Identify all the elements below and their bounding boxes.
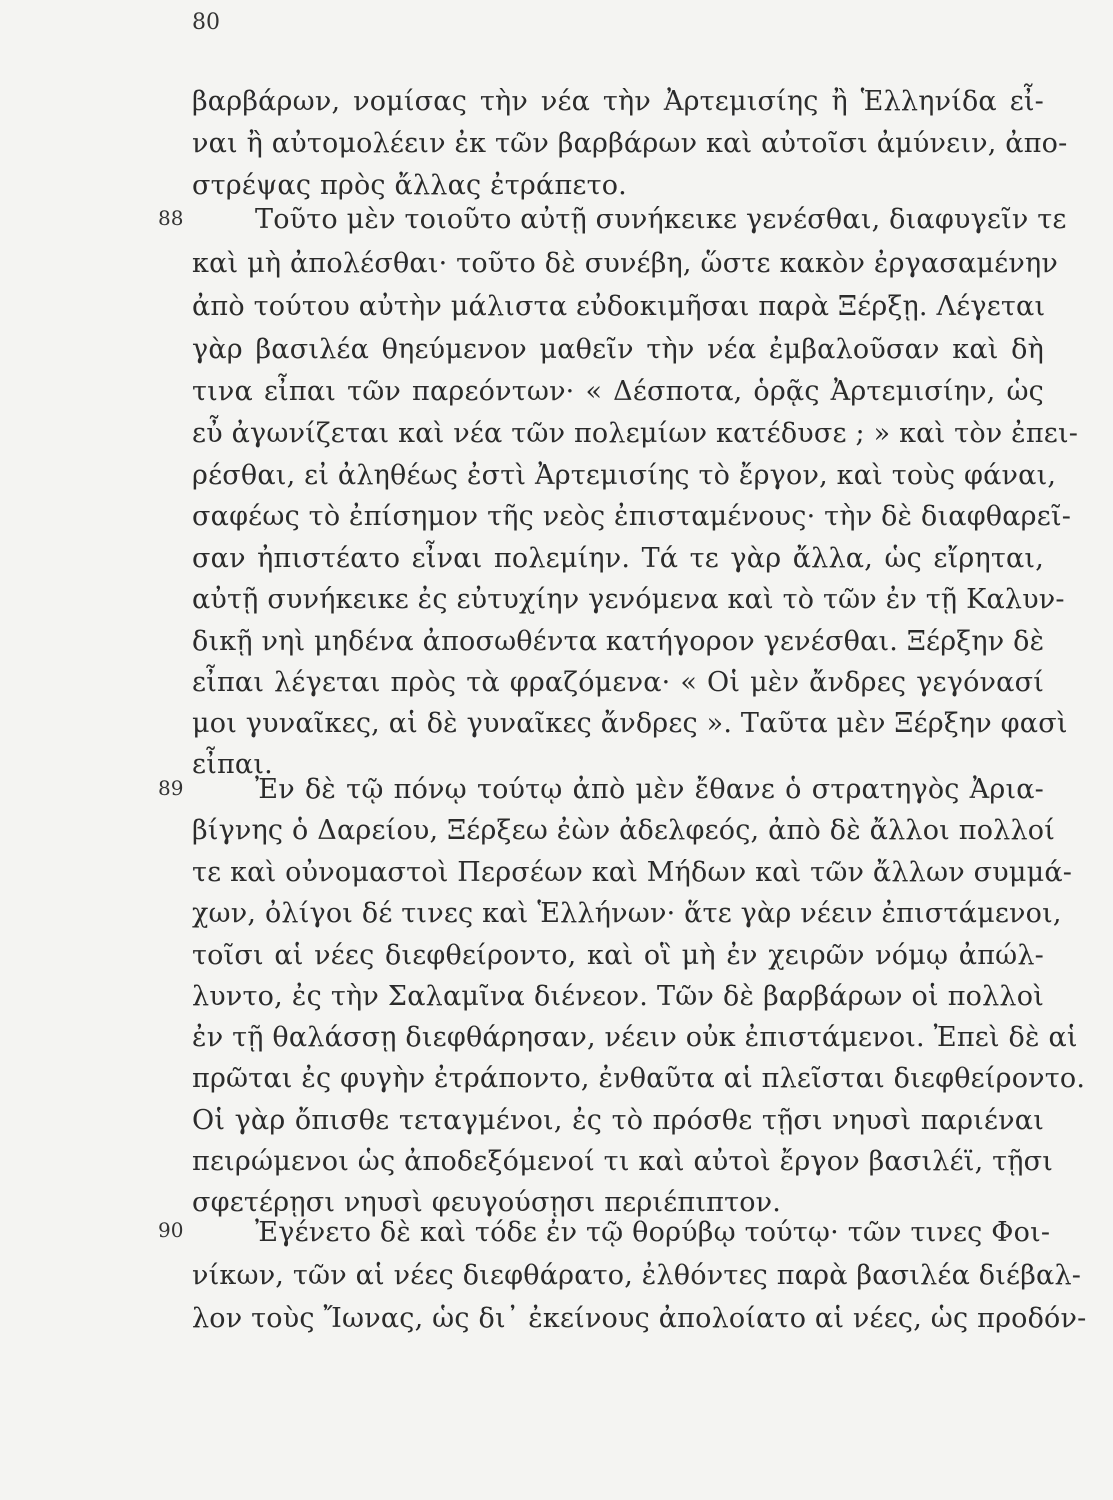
text-line: Ἐν δὲ τῷ πόνῳ τούτῳ ἀπὸ μὲν ἔθανε ὁ στρατηγὸς Ἀρια-	[255, 774, 1044, 805]
page-number: 80	[192, 10, 220, 35]
text-line: Τοῦτο μὲν τοιοῦτο αὐτῇ συνήκεικε γενέσθαι, διαφυγεῖν τε	[255, 204, 1067, 235]
text-line: δικῇ νηὶ μηδένα ἀποσωθέντα κατήγορον γενέσθαι. Ξέρξην δὲ	[192, 626, 1045, 657]
text-line: πρῶται ἐς φυγὴν ἐτράποντο, ἐνθαῦτα αἱ πλεῖσται διεφθείροντο.	[192, 1063, 1086, 1094]
text-line: καὶ μὴ ἀπολέσθαι· τοῦτο δὲ συνέβη, ὥστε κακὸν ἐργασαμένην	[192, 248, 1059, 279]
text-line: τινα εἶπαι τῶν παρεόντων· « Δέσποτα, ὁρᾷς Ἀρτεμισίην, ὡς	[192, 376, 1044, 407]
text-line: νίκων, τῶν αἱ νέες διεφθάρατο, ἐλθόντες παρὰ βασιλέα διέβαλ-	[192, 1260, 1082, 1291]
text-line: ἐν τῇ θαλάσσῃ διεφθάρησαν, νέειν οὐκ ἐπιστάμενοι. Ἐπεὶ δὲ αἱ	[192, 1022, 1078, 1053]
section-number: 89	[158, 776, 184, 800]
text-line: τοῖσι αἱ νέες διεφθείροντο, καὶ οἳ μὴ ἐν χειρῶν νόμῳ ἀπώλ-	[192, 940, 1044, 971]
text-line: εἶπαι λέγεται πρὸς τὰ φραζόμενα· « Οἱ μὲν ἄνδρες γεγόνασί	[192, 667, 1044, 698]
text-line: ναι ἢ αὐτομολέειν ἐκ τῶν βαρβάρων καὶ αὐτοῖσι ἀμύνειν, ἀπο-	[192, 128, 1068, 159]
text-line: λυντο, ἐς τὴν Σαλαμῖνα διένεον. Τῶν δὲ βαρβάρων οἱ πολλοὶ	[192, 981, 1044, 1012]
text-line: αὐτῇ συνήκεικε ἐς εὐτυχίην γενόμενα καὶ τὸ τῶν ἐν τῇ Καλυν-	[192, 584, 1065, 615]
text-line: σαφέως τὸ ἐπίσημον τῆς νεὸς ἐπισταμένους· τὴν δὲ διαφθαρεῖ-	[192, 501, 1072, 532]
text-line: εὖ ἀγωνίζεται καὶ νέα τῶν πολεμίων κατέδυσε ; » καὶ τὸν ἐπει-	[192, 418, 1079, 449]
text-line: μοι γυναῖκες, αἱ δὲ γυναῖκες ἄνδρες ». Ταῦτα μὲν Ξέρξην φασὶ	[192, 708, 1068, 739]
text-line: εἶπαι.	[192, 749, 273, 780]
text-line: Ἐγένετο δὲ καὶ τόδε ἐν τῷ θορύβῳ τούτῳ· τῶν τινες Φοι-	[255, 1217, 1051, 1248]
text-line: τε καὶ οὐνομαστοὶ Περσέων καὶ Μήδων καὶ τῶν ἄλλων συμμά-	[192, 857, 1073, 888]
text-line: ρέσθαι, εἰ ἀληθέως ἐστὶ Ἀρτεμισίης τὸ ἔργον, καὶ τοὺς φάναι,	[192, 460, 1057, 491]
section-number: 88	[158, 206, 184, 230]
text-line: βίγνης ὁ Δαρείου, Ξέρξεω ἐὼν ἀδελφεός, ἀπὸ δὲ ἄλλοι πολλοί	[192, 815, 1056, 846]
text-line: γὰρ βασιλέα θηεύμενον μαθεῖν τὴν νέα ἐμβαλοῦσαν καὶ δὴ	[192, 334, 1044, 365]
text-line: σφετέρῃσι νηυσὶ φευγούσῃσι περιέπιπτον.	[192, 1187, 782, 1218]
text-line: πειρώμενοι ὡς ἀποδεξόμενοί τι καὶ αὐτοὶ ἔργον βασιλέϊ, τῇσι	[192, 1146, 1054, 1177]
text-line: Οἱ γὰρ ὄπισθε τεταγμένοι, ἐς τὸ πρόσθε τῇσι νηυσὶ παριέναι	[192, 1105, 1044, 1136]
text-line: βαρβάρων, νομίσας τὴν νέα τὴν Ἀρτεμισίης ἢ Ἑλληνίδα εἶ-	[192, 86, 1044, 117]
text-line: ἀπὸ τούτου αὐτὴν μάλιστα εὐδοκιμῆσαι παρὰ Ξέρξῃ. Λέγεται	[192, 291, 1046, 322]
text-line: σαν ἠπιστέατο εἶναι πολεμίην. Τά τε γὰρ ἄλλα, ὡς εἴρηται,	[192, 543, 1044, 574]
text-line: χων, ὀλίγοι δέ τινες καὶ Ἑλλήνων· ἅτε γὰρ νέειν ἐπιστάμενοι,	[192, 898, 1062, 929]
text-line: στρέψας πρὸς ἄλλας ἐτράπετο.	[192, 170, 627, 201]
text-line: λον τοὺς Ἴωνας, ὡς δι᾽ ἐκείνους ἀπολοίατο αἱ νέες, ὡς προδόν-	[192, 1303, 1087, 1334]
section-number: 90	[158, 1218, 184, 1242]
